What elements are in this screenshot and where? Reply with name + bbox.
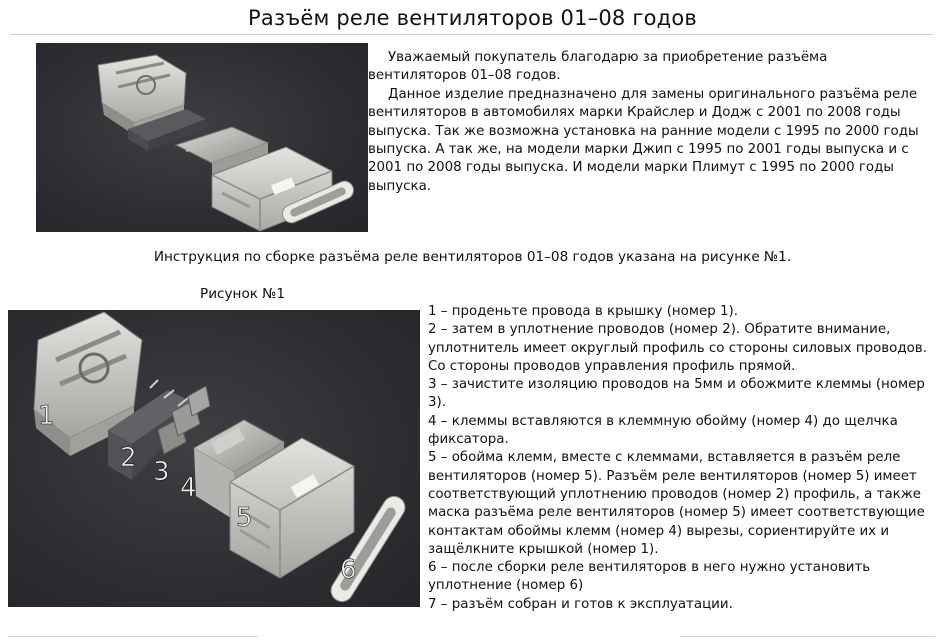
figure-caption: Рисунок №1 (200, 286, 286, 302)
title-divider (10, 34, 933, 35)
intro-text (368, 49, 928, 196)
intro-paragraph-2: Данное изделие предназначено для замены оригинального разъёма реле вентиляторов в автомобилях марки Крайслер и Додж с 2001 по 2008 годы выпуска. Так же возможна установка на ранние модели с 1995 по 2000 годы выпуска. А так же, на модели марки Джип с 1995 по 2001 годы выпуска и с 2001 по 2008 годы выпуска. И модели марки Плимут с 1995 по 2000 годы выпуска. (368, 86, 919, 194)
assembly-figure-image (8, 310, 420, 607)
product-render-image (36, 43, 368, 232)
figure-label-3: 3 (153, 457, 170, 487)
step-item: 5 – обойма клемм, вместе с клеммами, вставляется в разъём реле вентиляторов (номер 5). Разъём реле вентиляторов (номер 5) имеет соответствующий уплотнению проводов (номер 2) профиль, а также маска разъёма реле вентиляторов (номер 5) имеет соответствующие контактам обоймы клемм (номер 4) вырезы, сориентируйте их и защёлкните крышкой (номер 1). (428, 450, 925, 557)
figure-label-6: 6 (340, 555, 357, 585)
assembly-steps (428, 303, 938, 614)
page-bottom-divider-left (8, 636, 258, 637)
step-item: 3 – зачистите изоляцию проводов на 5мм и обожмите клеммы (номер 3). (428, 377, 925, 411)
step-item: 2 – затем в уплотнение проводов (номер 2). Обратите внимание, уплотнитель имеет округлый профиль со стороны силовых проводов. Со стороны проводов управления профиль прямой. (428, 322, 927, 374)
figure-label-1: 1 (38, 401, 55, 431)
step-item: 4 – клеммы вставляются в клеммную обойму (номер 4) до щелчка фиксатора. (428, 413, 898, 448)
intro-paragraph-1: Уважаемый покупатель благодарю за приобретение разъёма вентиляторов 01–08 годов. (368, 50, 828, 84)
figure-label-2: 2 (120, 443, 137, 473)
step-item: 6 – после сборки реле вентиляторов в него нужно установить уплотнение (номер 6) (428, 560, 871, 594)
page-bottom-divider-right (680, 636, 935, 637)
step-item: 7 – разъём собран и готов к эксплуатации. (428, 596, 733, 612)
page-title: Разъём реле вентиляторов 01–08 годов (248, 6, 697, 30)
figure-label-5: 5 (236, 503, 253, 533)
instruction-line: Инструкция по сборке разъёма реле вентиляторов 01–08 годов указана на рисунке №1. (153, 249, 792, 265)
assembly-figure-svg (8, 310, 420, 607)
product-render-svg (36, 43, 368, 232)
figure-label-4: 4 (180, 473, 197, 503)
step-item: 1 – проденьте провода в крышку (номер 1). (428, 304, 738, 319)
